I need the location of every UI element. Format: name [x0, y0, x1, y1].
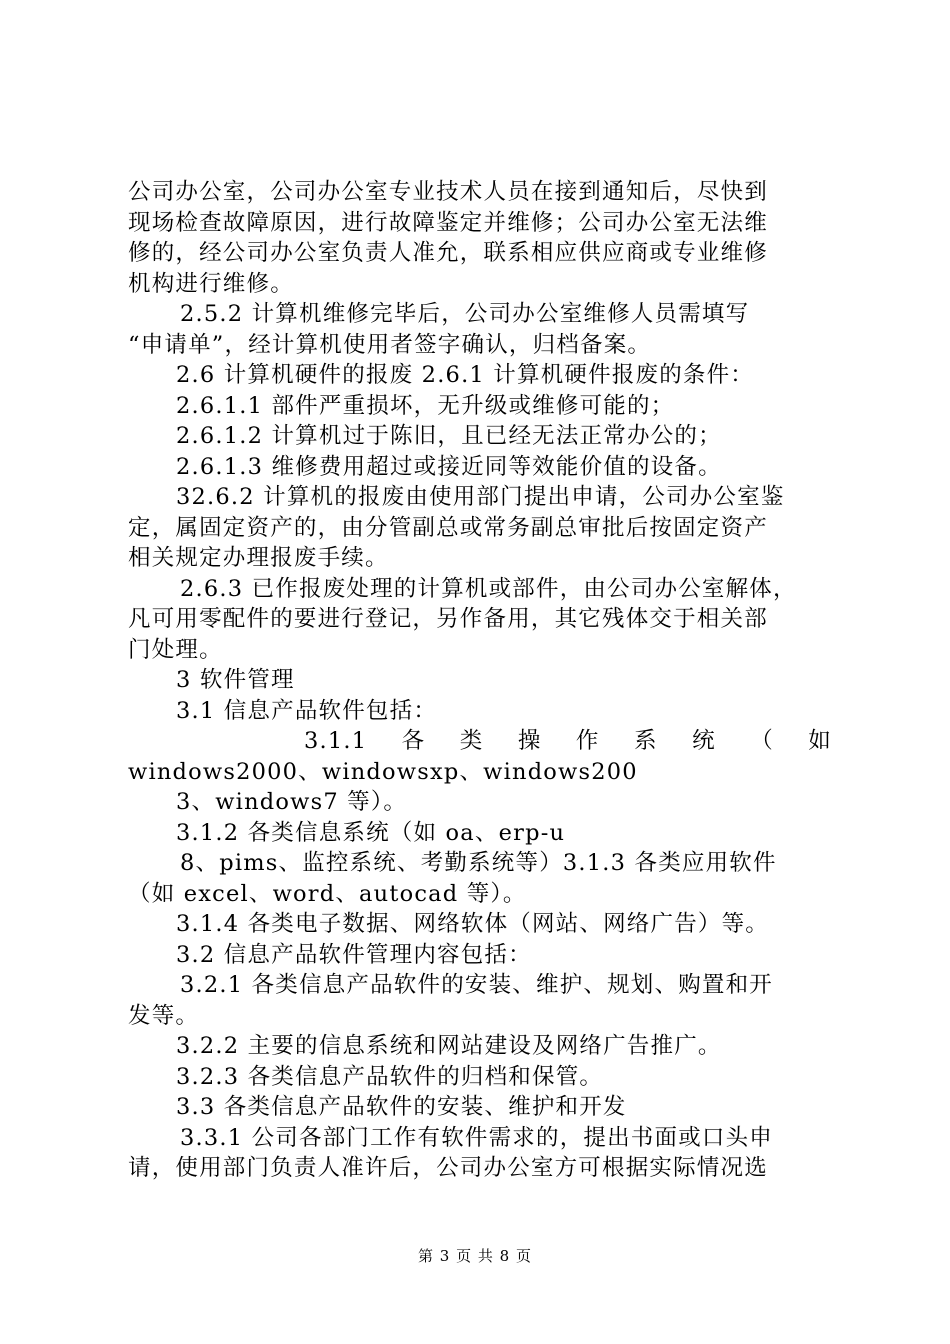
text-line: 3.2.1 各类信息产品软件的安装、维护、规划、购置和开 [180, 972, 774, 998]
text-word: 如 [808, 728, 832, 754]
text-line: 2.6 计算机硬件的报废 2.6.1 计算机硬件报废的条件： [176, 362, 754, 388]
text-word: 统 [692, 728, 716, 754]
text-line: 8、pims、监控系统、考勤系统等）3.1.3 各类应用软件 [180, 850, 777, 876]
text-word: 类 [459, 728, 484, 754]
text-line: 门处理。 [128, 636, 223, 663]
justified-text-line [128, 726, 832, 757]
page-footer: 第 3 页 共 8 页 [418, 1247, 532, 1265]
text-line: windows2000、windowsxp、windows200 [128, 758, 638, 785]
text-line: 3 软件管理 [176, 667, 295, 693]
text-line: 3.2.2 主要的信息系统和网站建设及网络广告推广。 [176, 1033, 722, 1059]
text-line: 定，属固定资产的，由分管副总或常务副总审批后按固定资产 [128, 514, 768, 541]
text-word: 各 [401, 728, 426, 754]
text-line: 机构进行维修。 [128, 270, 294, 297]
text-word: 系 [634, 728, 658, 754]
text-line: 3、windows7 等）。 [176, 789, 408, 815]
text-line: 3.1 信息产品软件包括： [176, 697, 438, 724]
text-line: “申请单”，经计算机使用者签字确认，归档备案。 [128, 331, 652, 358]
text-word: （ [750, 728, 774, 754]
text-line: 2.6.1.3 维修费用超过或接近同等效能价值的设备。 [176, 453, 722, 480]
text-line: 3.2.3 各类信息产品软件的归档和保管。 [176, 1063, 604, 1090]
text-line: 相关规定办理报废手续。 [128, 545, 389, 571]
text-word: 操 [517, 728, 542, 754]
text-line: 请，使用部门负责人准许后，公司办公室方可根据实际情况选 [128, 1155, 768, 1181]
text-line: 3.3.1 公司各部门工作有软件需求的，提出书面或口头申 [180, 1124, 774, 1151]
text-word: 作 [575, 728, 600, 754]
body-text [128, 177, 832, 1184]
text-line: 3.3 各类信息产品软件的安装、维护和开发 [176, 1094, 627, 1120]
text-line: 公司办公室，公司办公室专业技术人员在接到通知后，尽快到 [128, 179, 768, 205]
text-line: 2.6.1.2 计算机过于陈旧，且已经无法正常办公的； [176, 423, 722, 449]
text-line: （如 excel、word、autocad 等）。 [128, 880, 527, 907]
text-line: 32.6.2 计算机的报废由使用部门提出申请，公司办公室鉴 [176, 484, 785, 510]
text-line: 3.1.2 各类信息系统（如 oa、erp-u [176, 819, 566, 846]
text-line: 发等。 [128, 1002, 200, 1029]
text-line: 3.1.4 各类电子数据、网络软体（网站、网络广告）等。 [176, 911, 770, 937]
text-line: 3.2 信息产品软件管理内容包括： [176, 941, 532, 968]
text-line: 2.6.1.1 部件严重损坏，无升级或维修可能的； [176, 392, 675, 419]
text-line: 2.6.3 已作报废处理的计算机或部件，由公司办公室解体， [180, 575, 797, 602]
text-line: 修的，经公司办公室负责人准允，联系相应供应商或专业维修 [128, 240, 768, 266]
text-line: 凡可用零配件的要进行登记，另作备用，其它残体交于相关部 [128, 606, 768, 632]
text-line: 现场检查故障原因，进行故障鉴定并维修；公司办公室无法维 [128, 209, 768, 236]
text-line: 2.5.2 计算机维修完毕后，公司办公室维修人员需填写 [180, 301, 750, 327]
text-word: 3.1.1 [304, 728, 368, 754]
